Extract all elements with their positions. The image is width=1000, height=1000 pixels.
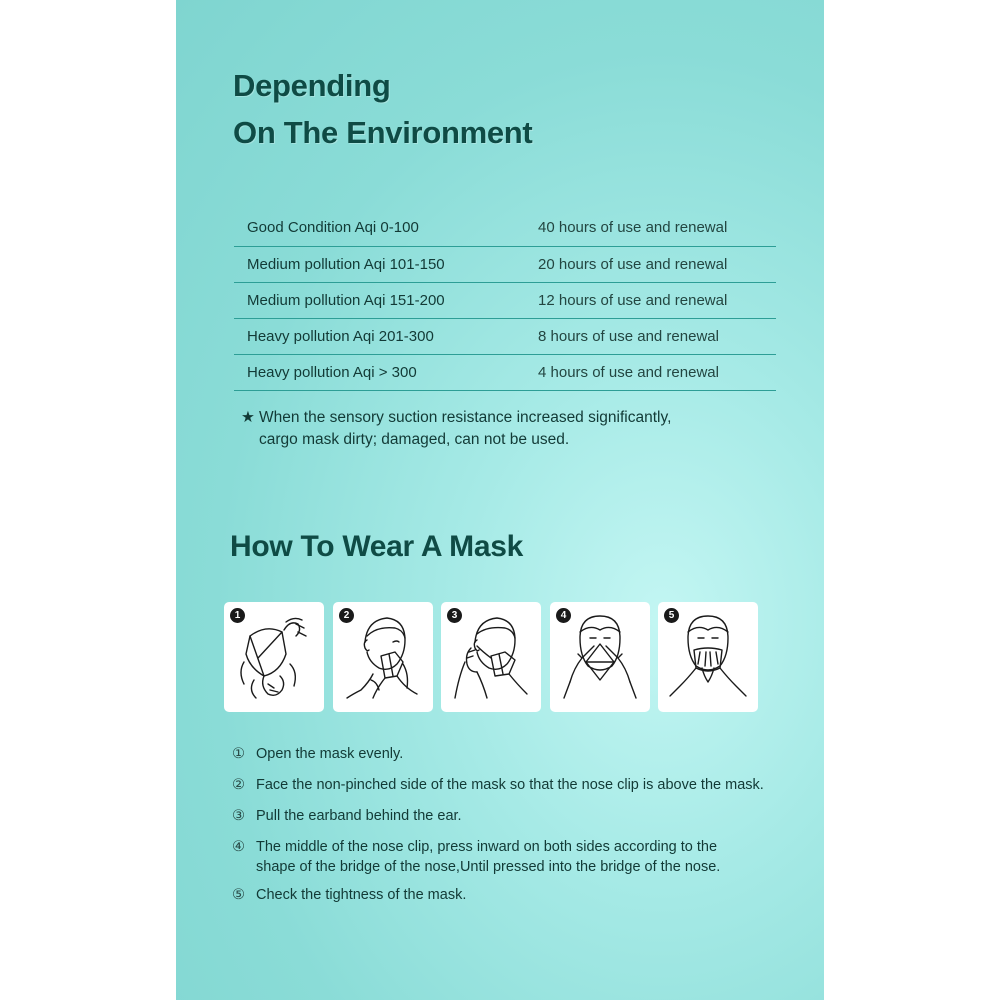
page-title xyxy=(233,62,532,156)
table-row xyxy=(234,210,776,247)
section-title: How To Wear A Mask xyxy=(230,530,523,563)
duration-cell: 8 hours of use and renewal xyxy=(538,328,719,345)
step-card-1 xyxy=(224,602,324,712)
step-number-badge: 1 xyxy=(230,608,245,623)
page-title-line-2: On The Environment xyxy=(233,115,533,150)
duration-cell: 20 hours of use and renewal xyxy=(538,256,728,273)
step-number-badge: 4 xyxy=(556,608,571,623)
list-item-number: ② xyxy=(232,777,245,793)
list-item-number: ③ xyxy=(232,808,245,824)
star-icon: ★ xyxy=(241,409,255,426)
step-card-2 xyxy=(333,602,433,712)
list-item-text: Face the non-pinched side of the mask so that the nose clip is above the mask. xyxy=(256,777,764,793)
warning-note-line-2: cargo mask dirty; damaged, can not be used. xyxy=(259,431,570,448)
condition-cell: Heavy pollution Aqi > 300 xyxy=(247,364,417,381)
step-card-5 xyxy=(658,602,758,712)
condition-cell: Heavy pollution Aqi 201-300 xyxy=(247,328,434,345)
list-item-text-continued: shape of the bridge of the nose,Until pressed into the bridge of the nose. xyxy=(256,859,721,875)
step-number-badge: 3 xyxy=(447,608,462,623)
step-card-4 xyxy=(550,602,650,712)
page-title-line-1: Depending xyxy=(233,68,391,103)
duration-cell: 40 hours of use and renewal xyxy=(538,219,728,236)
warning-note-line-1: When the sensory suction resistance increased significantly, xyxy=(259,409,672,426)
list-item-text: Open the mask evenly. xyxy=(256,746,404,762)
table-row xyxy=(234,319,776,355)
duration-cell: 12 hours of use and renewal xyxy=(538,292,728,309)
usage-table xyxy=(234,210,776,391)
list-item-text: The middle of the nose clip, press inward on both sides according to the xyxy=(256,839,718,855)
list-item-number: ⑤ xyxy=(232,887,245,903)
table-row xyxy=(234,355,776,391)
step-card-3 xyxy=(441,602,541,712)
duration-cell: 4 hours of use and renewal xyxy=(538,364,719,381)
table-row xyxy=(234,247,776,283)
step-number-badge: 5 xyxy=(664,608,679,623)
table-row xyxy=(234,283,776,319)
info-panel xyxy=(176,0,824,1000)
list-item-text: Check the tightness of the mask. xyxy=(256,887,467,903)
list-item-number: ④ xyxy=(232,839,245,855)
condition-cell: Good Condition Aqi 0-100 xyxy=(247,219,419,236)
condition-cell: Medium pollution Aqi 101-150 xyxy=(247,256,445,273)
list-item-text: Pull the earband behind the ear. xyxy=(256,808,462,824)
list-item-number: ① xyxy=(232,746,245,762)
condition-cell: Medium pollution Aqi 151-200 xyxy=(247,292,445,309)
step-number-badge: 2 xyxy=(339,608,354,623)
